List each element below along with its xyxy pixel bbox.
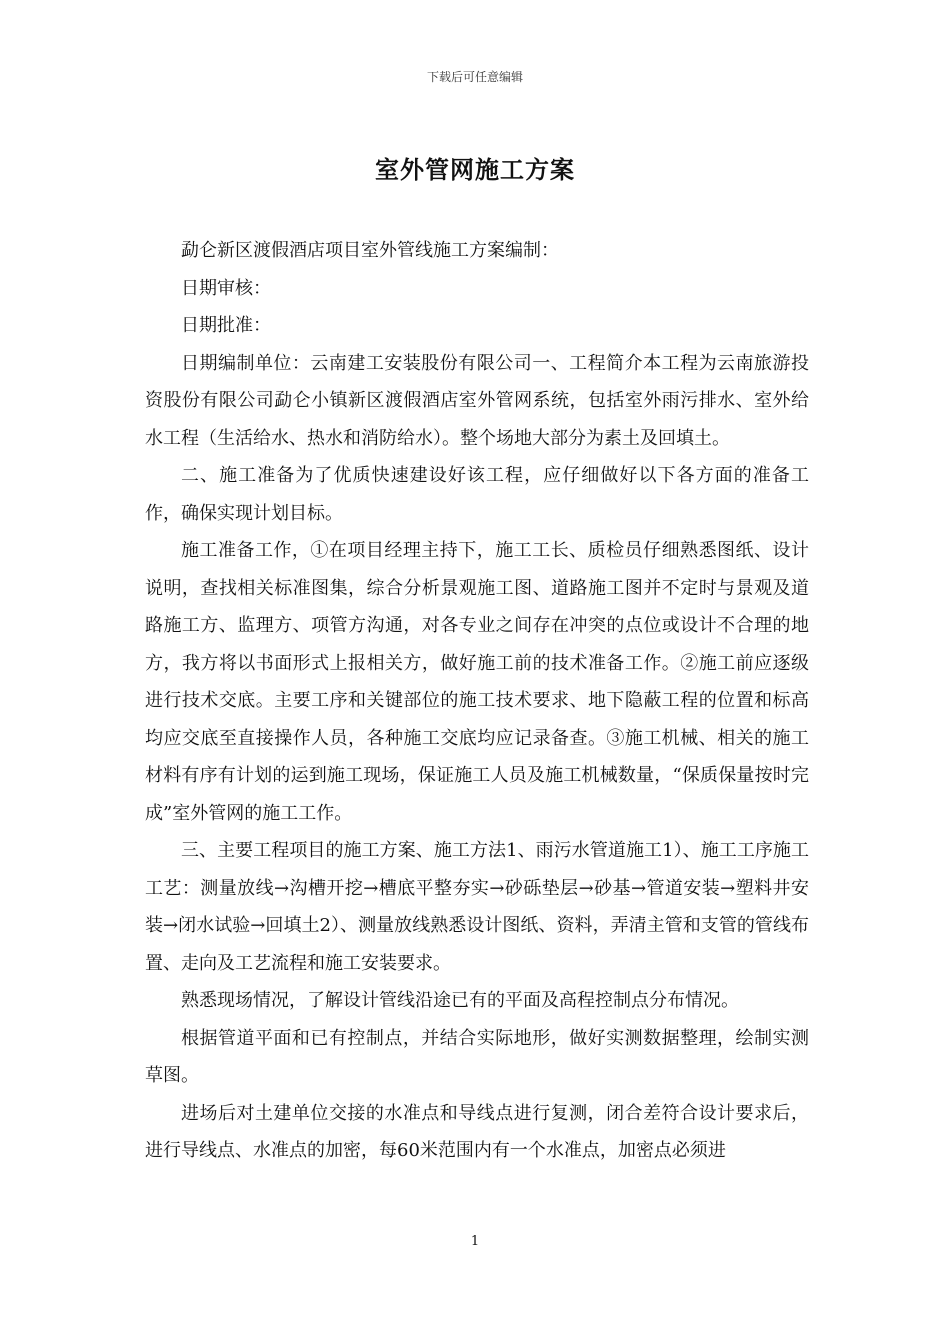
page-number: 1 <box>470 1234 480 1249</box>
paragraph-construction-method: 三、主要工程项目的施工方案、施工方法1、雨污水管道施工1）、施工工序施工工艺：测量放线→沟槽开挖→槽底平整夯实→砂砾垫层→砂基→管道安装→塑料井安装→闭水试验→回填土2）、测量放线熟悉设计图纸、资料，弄清主管和支管的管线布置、走向及工艺流程和施工安装要求。 <box>145 840 809 974</box>
paragraph-site-survey: 熟悉现场情况，了解设计管线沿途已有的平面及高程控制点分布情况。 <box>181 990 739 1011</box>
document-body <box>145 232 809 1170</box>
paragraph-compile: 勐仑新区渡假酒店项目室外管线施工方案编制： <box>181 240 559 261</box>
paragraph-preparation-details: 施工准备工作，①在项目经理主持下，施工工长、质检员仔细熟悉图纸、设计说明，查找相关标准图集，综合分析景观施工图、道路施工图并不定时与景观及道路施工方、监理方、项管方沟通，对各专业之间存在冲突的点位或设计不合理的地方，我方将以书面形式上报相关方，做好施工前的技术准备工作。②施工前应逐级进行技术交底。主要工序和关键部位的施工技术要求、地下隐蔽工程的位置和标高均应交底至直接操作人员，各种施工交底均应记录备查。③施工机械、相关的施工材料有序有计划的运到施工现场，保证施工人员及施工机械数量，“保质保量按时完成”室外管网的施工工作。 <box>145 540 809 824</box>
document-title: 室外管网施工方案 <box>375 155 575 184</box>
paragraph-benchmark: 进场后对土建单位交接的水准点和导线点进行复测，闭合差符合设计要求后，进行导线点、水准点的加密，每60米范围内有一个水准点，加密点必须进 <box>145 1102 809 1161</box>
paragraph-preparation: 二、施工准备为了优质快速建设好该工程，应仔细做好以下各方面的准备工作，确保实现计划目标。 <box>145 465 809 524</box>
paragraph-overview: 日期编制单位：云南建工安装股份有限公司一、工程简介本工程为云南旅游投资股份有限公司勐仑小镇新区渡假酒店室外管网系统，包括室外雨污排水、室外给水工程（生活给水、热水和消防给水）。整个场地大部分为素土及回填土。 <box>145 352 809 449</box>
page-header-note: 下载后可任意编辑 <box>426 70 523 84</box>
paragraph-measurement: 根据管道平面和已有控制点，并结合实际地形，做好实测数据整理，绘制实测草图。 <box>145 1027 809 1086</box>
paragraph-approve: 日期批准： <box>181 315 271 336</box>
paragraph-review: 日期审核： <box>181 277 271 299</box>
